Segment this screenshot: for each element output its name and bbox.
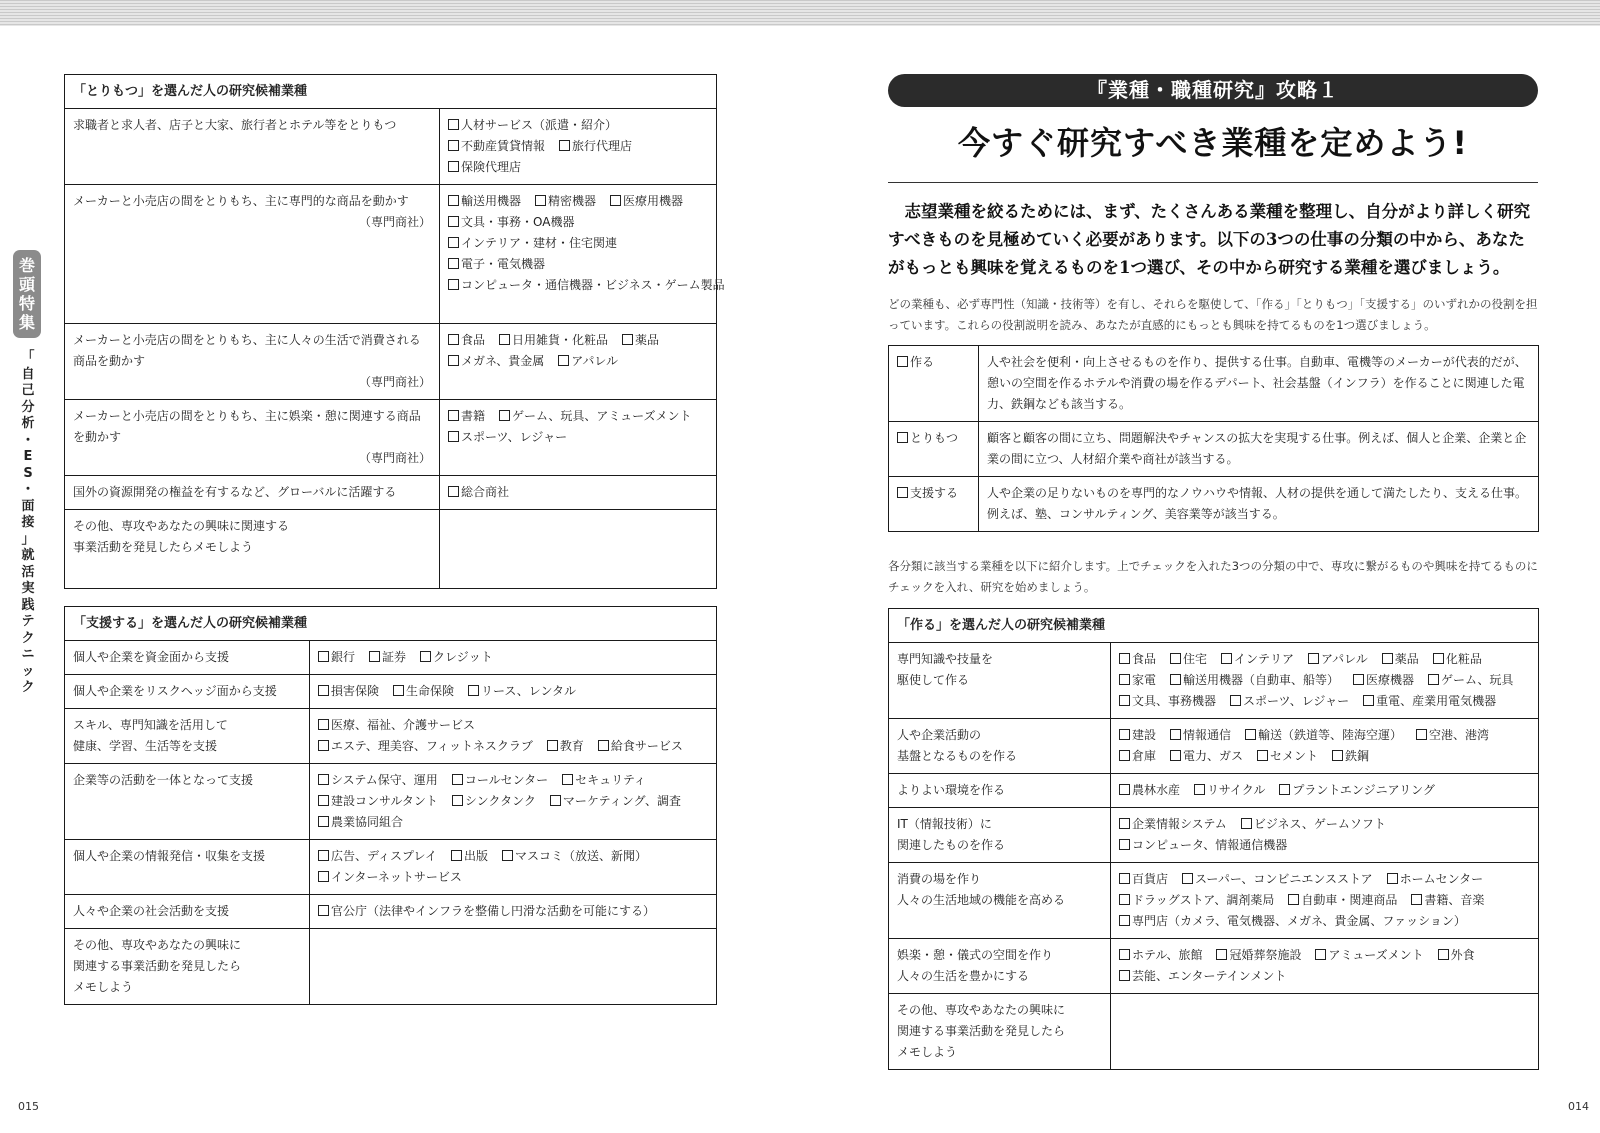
industry-checkbox[interactable]: 不動産賃貸情報	[448, 136, 545, 157]
table-row	[65, 109, 717, 185]
instruction-note-2: 各分類に該当する業種を以下に紹介します。上でチェックを入れた3つの分類の中で、専攻に繋がるものや興味を持てるものにチェックを入れ、研究を始めましょう。	[888, 559, 1538, 594]
options-list	[448, 330, 708, 372]
industry-checkbox[interactable]: 化粧品	[1433, 649, 1482, 670]
industry-checkbox[interactable]: インテリア	[1221, 649, 1294, 670]
industry-checkbox[interactable]: 薬品	[1382, 649, 1419, 670]
row-label: IT（情報技術）に 関連したものを作る	[897, 817, 1006, 852]
table-row	[889, 808, 1539, 863]
divider	[888, 182, 1538, 183]
industry-checkbox[interactable]: セキュリティ	[562, 770, 646, 791]
industry-checkbox[interactable]: アパレル	[558, 351, 618, 372]
industry-checkbox[interactable]: ホームセンター	[1387, 869, 1484, 890]
row-options-cell	[1111, 774, 1539, 808]
row-label-cell	[65, 324, 440, 400]
row-label: よりよい環境を作る	[897, 783, 1006, 797]
options-list	[318, 770, 708, 833]
options-list	[1119, 945, 1530, 987]
industry-checkbox[interactable]: 医療用機器	[610, 191, 683, 212]
side-title-char: 自	[21, 366, 35, 382]
row-label-cell	[65, 709, 310, 764]
row-note: （専門商社）	[358, 451, 431, 465]
row-options-cell	[310, 895, 717, 929]
industry-checkbox[interactable]: 書籍、音楽	[1411, 890, 1484, 911]
industry-checkbox[interactable]: 専門店（カメラ、電気機器、メガネ、貴金属、ファッション）	[1119, 911, 1466, 932]
industry-checkbox[interactable]: 人材サービス（派遣・紹介）	[448, 115, 617, 136]
industry-checkbox[interactable]: 食品	[448, 330, 485, 351]
table-row	[65, 185, 717, 324]
industry-checkbox[interactable]: インテリア・建材・住宅関連	[448, 233, 617, 254]
side-title-char: ・	[21, 432, 35, 448]
industry-checkbox[interactable]: セメント	[1257, 746, 1318, 767]
side-title-char: 」	[21, 531, 35, 547]
row-options-cell	[1111, 719, 1539, 774]
side-title-char: ク	[21, 630, 35, 646]
row-options-cell	[1111, 939, 1539, 994]
industry-checkbox[interactable]: 証券	[369, 647, 406, 668]
options-list	[448, 115, 708, 178]
row-label: その他、専攻やあなたの興味に関連する 事業活動を発見したらメモしよう	[73, 519, 290, 554]
table-row	[65, 324, 717, 400]
tsukuru-candidate-table	[888, 608, 1539, 1070]
row-options-cell	[440, 109, 717, 185]
row-label-cell	[889, 643, 1111, 719]
table-header: 「支援する」を選んだ人の研究候補業種	[65, 607, 717, 641]
section-pill-title: 『業種・職種研究』攻略１	[888, 74, 1538, 107]
industry-checkbox[interactable]: 冠婚葬祭施設	[1216, 945, 1301, 966]
table-row	[65, 840, 717, 895]
row-options-cell	[310, 840, 717, 895]
industry-checkbox[interactable]: ゲーム、玩具	[1428, 670, 1513, 691]
category-name-cell	[889, 346, 979, 422]
industry-checkbox[interactable]: 医療、福祉、介護サービス	[318, 715, 475, 736]
industry-checkbox[interactable]: 自動車・関連商品	[1288, 890, 1397, 911]
row-label-cell	[889, 939, 1111, 994]
industry-checkbox[interactable]: 建設	[1119, 725, 1156, 746]
industry-checkbox[interactable]: システム保守、運用	[318, 770, 438, 791]
side-tab-char: 集	[18, 313, 35, 332]
row-options-cell	[440, 400, 717, 476]
table-row	[65, 895, 717, 929]
options-list	[448, 482, 708, 503]
category-row	[889, 346, 1539, 422]
industry-checkbox[interactable]: マーケティング、調査	[550, 791, 681, 812]
row-note: （専門商社）	[358, 215, 431, 229]
industry-checkbox[interactable]: 農林水産	[1119, 780, 1180, 801]
industry-checkbox[interactable]: 精密機器	[535, 191, 596, 212]
side-title-char: テ	[21, 614, 35, 629]
industry-checkbox[interactable]: 倉庫	[1119, 746, 1156, 767]
side-title-char: ニ	[21, 647, 35, 662]
side-title-char: 析	[21, 416, 35, 431]
industry-checkbox[interactable]: 芸能、エンターテインメント	[1119, 966, 1286, 987]
row-label-cell	[65, 675, 310, 709]
industry-checkbox[interactable]: ドラッグストア、調剤薬局	[1119, 890, 1274, 911]
row-label-cell	[65, 929, 310, 1005]
table-row	[889, 719, 1539, 774]
row-options-cell	[310, 709, 717, 764]
row-label: 国外の資源開発の権益を有するなど、グローバルに活躍する	[73, 485, 397, 499]
row-label-cell	[65, 185, 440, 324]
category-row	[889, 477, 1539, 532]
row-label: メーカーと小売店の間をとりもち、主に専門的な商品を動かす	[73, 194, 409, 208]
industry-checkbox[interactable]: 情報通信	[1170, 725, 1231, 746]
industry-checkbox[interactable]: 企業情報システム	[1119, 814, 1227, 835]
row-label-cell	[65, 109, 440, 185]
table-row	[889, 994, 1539, 1070]
options-list	[1119, 869, 1530, 932]
row-label-cell	[65, 641, 310, 675]
options-list	[448, 191, 725, 296]
row-label: 人や企業活動の 基盤となるものを作る	[897, 728, 1018, 763]
table-header: 「とりもつ」を選んだ人の研究候補業種	[65, 75, 717, 109]
row-options-cell	[1111, 643, 1539, 719]
industry-checkbox[interactable]: リース、レンタル	[468, 681, 576, 702]
row-label: 求職者と求人者、店子と大家、旅行者とホテル等をとりもつ	[73, 118, 397, 132]
industry-checkbox[interactable]: コンピュータ、情報通信機器	[1119, 835, 1287, 856]
table-row	[889, 863, 1539, 939]
industry-checkbox[interactable]: シンクタンク	[452, 791, 536, 812]
side-title-char: 接	[21, 515, 35, 530]
row-label-cell	[65, 510, 440, 589]
page-headline: 今すぐ研究すべき業種を定めよう!	[958, 124, 1468, 162]
options-list	[1119, 649, 1530, 712]
category-table	[888, 345, 1539, 532]
table-row	[65, 929, 717, 1005]
industry-checkbox[interactable]: ホテル、旅館	[1119, 945, 1202, 966]
industry-checkbox[interactable]: 農業協同組合	[318, 812, 403, 833]
table-row	[889, 774, 1539, 808]
industry-checkbox[interactable]: 輸送用機器	[448, 191, 521, 212]
row-label-cell	[889, 774, 1111, 808]
row-label: 人々や企業の社会活動を支援	[73, 904, 230, 918]
lead-paragraph: 志望業種を絞るためには、まず、たくさんある業種を整理し、自分がより詳しく研究すべきものを見極めていく必要があります。以下の3つの仕事の分類の中から、あなたがもっとも興味を覚えるものを1つ選び、その中から研究する業種を選びましょう。	[888, 202, 1531, 277]
industry-checkbox[interactable]: 日用雑貨・化粧品	[499, 330, 608, 351]
industry-checkbox[interactable]: プラントエンジニアリング	[1279, 780, 1435, 801]
category-description: 顧客と顧客の間に立ち、問題解決やチャンスの拡大を実現する仕事。例えば、個人と企業、企業と企業の間に立つ、人材紹介業や商社が該当する。	[979, 422, 1539, 477]
row-label-cell	[65, 400, 440, 476]
row-options-cell	[1111, 994, 1539, 1070]
row-label: 専門知識や技量を 駆使して作る	[897, 652, 994, 687]
industry-checkbox[interactable]: スポーツ、レジャー	[448, 427, 567, 448]
table-row	[65, 641, 717, 675]
options-list	[318, 846, 708, 888]
table-row	[65, 510, 717, 589]
industry-checkbox[interactable]: 教育	[547, 736, 584, 757]
row-options-cell	[310, 929, 717, 1005]
row-label: その他、専攻やあなたの興味に 関連する事業活動を発見したら メモしよう	[897, 1003, 1066, 1059]
industry-checkbox[interactable]: 損害保険	[318, 681, 379, 702]
industry-checkbox[interactable]: スポーツ、レジャー	[1230, 691, 1349, 712]
category-checkbox[interactable]: とりもつ	[897, 428, 958, 449]
table-row	[65, 675, 717, 709]
side-title-char: S	[23, 465, 33, 481]
row-options-cell	[440, 510, 717, 589]
side-vertical-title	[18, 350, 38, 697]
category-checkbox[interactable]: 支援する	[897, 483, 958, 504]
industry-checkbox[interactable]: 百貨店	[1119, 869, 1168, 890]
industry-checkbox[interactable]: 文具、事務機器	[1119, 691, 1216, 712]
category-checkbox[interactable]: 作る	[897, 352, 934, 373]
industry-checkbox[interactable]: 建設コンサルタント	[318, 791, 438, 812]
side-title-char: 己	[21, 383, 35, 398]
options-list	[1119, 814, 1530, 856]
options-list	[318, 715, 708, 757]
row-label: メーカーと小売店の間をとりもち、主に人々の生活で消費される商品を動かす	[73, 333, 421, 368]
row-label-cell	[65, 840, 310, 895]
industry-checkbox[interactable]: 保険代理店	[448, 157, 521, 178]
options-list	[318, 647, 708, 668]
table-row	[65, 709, 717, 764]
row-options-cell	[310, 675, 717, 709]
page-number-left: 015	[18, 1100, 39, 1113]
top-binding-strip	[0, 0, 1600, 26]
industry-checkbox[interactable]: 生命保険	[393, 681, 454, 702]
category-row	[889, 422, 1539, 477]
row-label-cell	[889, 994, 1111, 1070]
tomotsu-candidate-table	[64, 74, 725, 589]
industry-checkbox[interactable]: アパレル	[1308, 649, 1368, 670]
industry-checkbox[interactable]: コールセンター	[452, 770, 548, 791]
industry-checkbox[interactable]: インターネットサービス	[318, 867, 462, 888]
side-title-char: ッ	[21, 663, 35, 679]
category-name-cell	[889, 422, 979, 477]
options-list	[1119, 725, 1530, 767]
industry-checkbox[interactable]: 外食	[1438, 945, 1475, 966]
page-number-right: 014	[1568, 1100, 1589, 1113]
side-title-char: 就	[21, 548, 35, 563]
industry-checkbox[interactable]: 空港、港湾	[1416, 725, 1489, 746]
industry-checkbox[interactable]: マスコミ（放送、新聞）	[502, 846, 647, 867]
side-title-char: E	[23, 449, 33, 464]
industry-checkbox[interactable]: 鉄鋼	[1332, 746, 1369, 767]
side-title-char: 践	[21, 597, 35, 613]
industry-checkbox[interactable]: 広告、ディスプレイ	[318, 846, 437, 867]
side-tab-char: 特	[18, 294, 35, 313]
industry-checkbox[interactable]: 家電	[1119, 670, 1156, 691]
table-header: 「作る」を選んだ人の研究候補業種	[889, 609, 1539, 643]
row-label: 娯楽・憩・儀式の空間を作り 人々の生活を豊かにする	[897, 948, 1054, 983]
side-title-char: 分	[21, 399, 35, 415]
row-options-cell	[440, 324, 717, 400]
row-label-cell	[65, 764, 310, 840]
row-label-cell	[65, 476, 440, 510]
industry-checkbox[interactable]: 総合商社	[448, 482, 509, 503]
industry-checkbox[interactable]: 薬品	[622, 330, 659, 351]
industry-checkbox[interactable]: 旅行代理店	[559, 136, 632, 157]
industry-checkbox[interactable]: 重電、産業用電気機器	[1363, 691, 1496, 712]
row-label: 個人や企業の情報発信・収集を支援	[73, 849, 266, 863]
side-title-char: 実	[21, 581, 35, 596]
side-tab-badge	[13, 250, 41, 338]
category-description: 人や社会を便利・向上させるものを作り、提供する仕事。自動車、電機等のメーカーが代表的だが、憩いの空間を作るホテルや消費の場を作るデパート、社会基盤（インフラ）を作ることに関連した電力、鉄鋼なども該当する。	[979, 346, 1539, 422]
industry-checkbox[interactable]: 医療機器	[1353, 670, 1414, 691]
industry-checkbox[interactable]: 給食サービス	[598, 736, 683, 757]
industry-checkbox[interactable]: 住宅	[1170, 649, 1207, 670]
options-list	[1119, 780, 1530, 801]
industry-checkbox[interactable]: ゲーム、玩具、アミューズメント	[499, 406, 692, 427]
industry-checkbox[interactable]: 書籍	[448, 406, 485, 427]
table-row	[65, 476, 717, 510]
row-options-cell	[440, 185, 725, 324]
industry-checkbox[interactable]: 電子・電気機器	[448, 254, 545, 275]
shien-candidate-table	[64, 606, 717, 1005]
industry-checkbox[interactable]: スーパー、コンビニエンスストア	[1182, 869, 1373, 890]
table-row	[65, 764, 717, 840]
side-title-char: ・	[21, 482, 35, 497]
side-title-char: ク	[21, 680, 35, 695]
industry-checkbox[interactable]: 文具・事務・OA機器	[448, 212, 574, 233]
industry-checkbox[interactable]: 食品	[1119, 649, 1156, 670]
side-title-char: 面	[21, 498, 35, 514]
category-description: 人や企業の足りないものを専門的なノウハウや情報、人材の提供を通して満たしたり、支える仕事。例えば、塾、コンサルティング、美容業等が該当する。	[979, 477, 1539, 532]
table-row	[889, 939, 1539, 994]
side-tab-char: 巻	[18, 256, 35, 275]
industry-checkbox[interactable]: 官公庁（法律やインフラを整備し円滑な活動を可能にする）	[318, 901, 655, 922]
row-label-cell	[889, 808, 1111, 863]
industry-checkbox[interactable]: エステ、理美容、フィットネスクラブ	[318, 736, 533, 757]
table-row	[65, 400, 717, 476]
table-row	[889, 643, 1539, 719]
industry-checkbox[interactable]: コンピュータ・通信機器・ビジネス・ゲーム製品	[448, 275, 725, 296]
industry-checkbox[interactable]: メガネ、貴金属	[448, 351, 544, 372]
industry-checkbox[interactable]: 出版	[451, 846, 488, 867]
options-list	[448, 406, 708, 448]
row-label-cell	[889, 719, 1111, 774]
row-label: 個人や企業を資金面から支援	[73, 650, 230, 664]
row-options-cell	[440, 476, 717, 510]
industry-checkbox[interactable]: リサイクル	[1194, 780, 1265, 801]
row-note: （専門商社）	[358, 375, 431, 389]
row-label-cell	[65, 895, 310, 929]
row-label-cell	[889, 863, 1111, 939]
row-options-cell	[310, 641, 717, 675]
industry-checkbox[interactable]: 輸送用機器（自動車、船等）	[1170, 670, 1339, 691]
options-list	[318, 681, 708, 702]
side-title-char: 活	[21, 564, 35, 580]
row-label: 消費の場を作り 人々の生活地域の機能を高める	[897, 872, 1066, 907]
instruction-note-1: どの業種も、必ず専門性（知識・技術等）を有し、それらを駆使して、「作る」「とりもつ」「支援する」のいずれかの役割を担っています。これらの役割説明を読み、あなたが直感的にもっとも興味を持てるものを1つ選びましょう。	[888, 297, 1538, 332]
row-label: 企業等の活動を一体となって支援	[73, 773, 254, 787]
row-options-cell	[1111, 808, 1539, 863]
industry-checkbox[interactable]: 輸送（鉄道等、陸海空運）	[1245, 725, 1402, 746]
industry-checkbox[interactable]: アミューズメント	[1315, 945, 1423, 966]
row-label: その他、専攻やあなたの興味に 関連する事業活動を発見したら メモしよう	[73, 938, 242, 994]
row-label: スキル、専門知識を活用して 健康、学習、生活等を支援	[73, 718, 228, 753]
row-label: 個人や企業をリスクヘッジ面から支援	[73, 684, 277, 698]
industry-checkbox[interactable]: 電力、ガス	[1170, 746, 1243, 767]
industry-checkbox[interactable]: クレジット	[420, 647, 493, 668]
row-options-cell	[310, 764, 717, 840]
category-name-cell	[889, 477, 979, 532]
row-label: メーカーと小売店の間をとりもち、主に娯楽・憩に関連する商品を動かす	[73, 409, 421, 444]
industry-checkbox[interactable]: ビジネス、ゲームソフト	[1241, 814, 1386, 835]
industry-checkbox[interactable]: 銀行	[318, 647, 355, 668]
side-tab-char: 頭	[18, 275, 35, 294]
row-options-cell	[1111, 863, 1539, 939]
options-list	[318, 901, 708, 922]
side-title-char: 「	[21, 350, 35, 365]
